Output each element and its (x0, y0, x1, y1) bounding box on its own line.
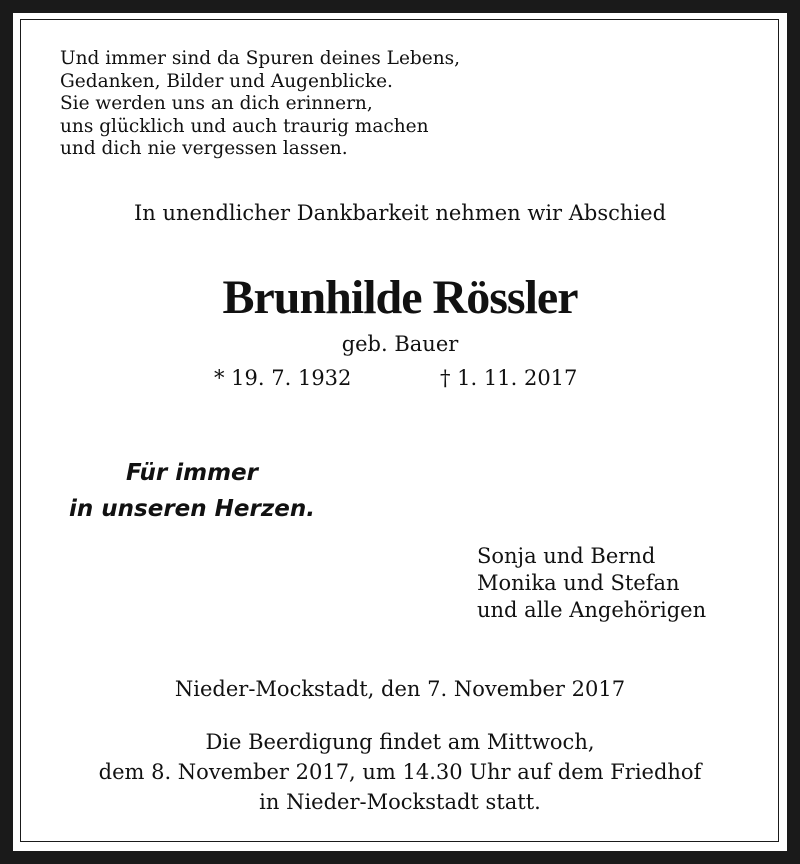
motto-line: in unseren Herzen. (69, 496, 315, 522)
funeral-info (0, 727, 800, 817)
signer-line: und alle Angehörigen (477, 598, 707, 622)
memorial-poem (60, 48, 460, 161)
motto-line: Für immer (126, 460, 258, 486)
poem-line: und dich nie vergessen lassen. (60, 138, 348, 159)
signer-line: Sonja und Bernd (477, 544, 656, 568)
poem-line: Und immer sind da Spuren deines Lebens, (60, 48, 460, 69)
memorial-motto (50, 455, 334, 527)
death-date: † 1. 11. 2017 (440, 366, 578, 390)
poem-line: uns glücklich und auch traurig machen (60, 115, 429, 137)
signers-block (477, 543, 706, 624)
place-date: Nieder-Mockstadt, den 7. November 2017 (174, 677, 626, 701)
farewell-intro: In unendlicher Dankbarkeit nehmen wir Abschied (133, 201, 667, 225)
funeral-line: Die Beerdigung findet am Mittwoch, (205, 730, 595, 754)
maiden-name: geb. Bauer (341, 332, 459, 356)
birth-date: * 19. 7. 1932 (214, 366, 352, 390)
signer-line: Monika und Stefan (477, 571, 680, 595)
poem-line: Sie werden uns an dich erinnern, (60, 93, 373, 114)
poem-line: Gedanken, Bilder und Augenblicke. (60, 70, 393, 92)
funeral-line: in Nieder-Mockstadt statt. (259, 790, 541, 814)
funeral-line: dem 8. November 2017, um 14.30 Uhr auf dem Friedhof (98, 760, 702, 784)
deceased-name: Brunhilde Rössler (222, 271, 578, 324)
